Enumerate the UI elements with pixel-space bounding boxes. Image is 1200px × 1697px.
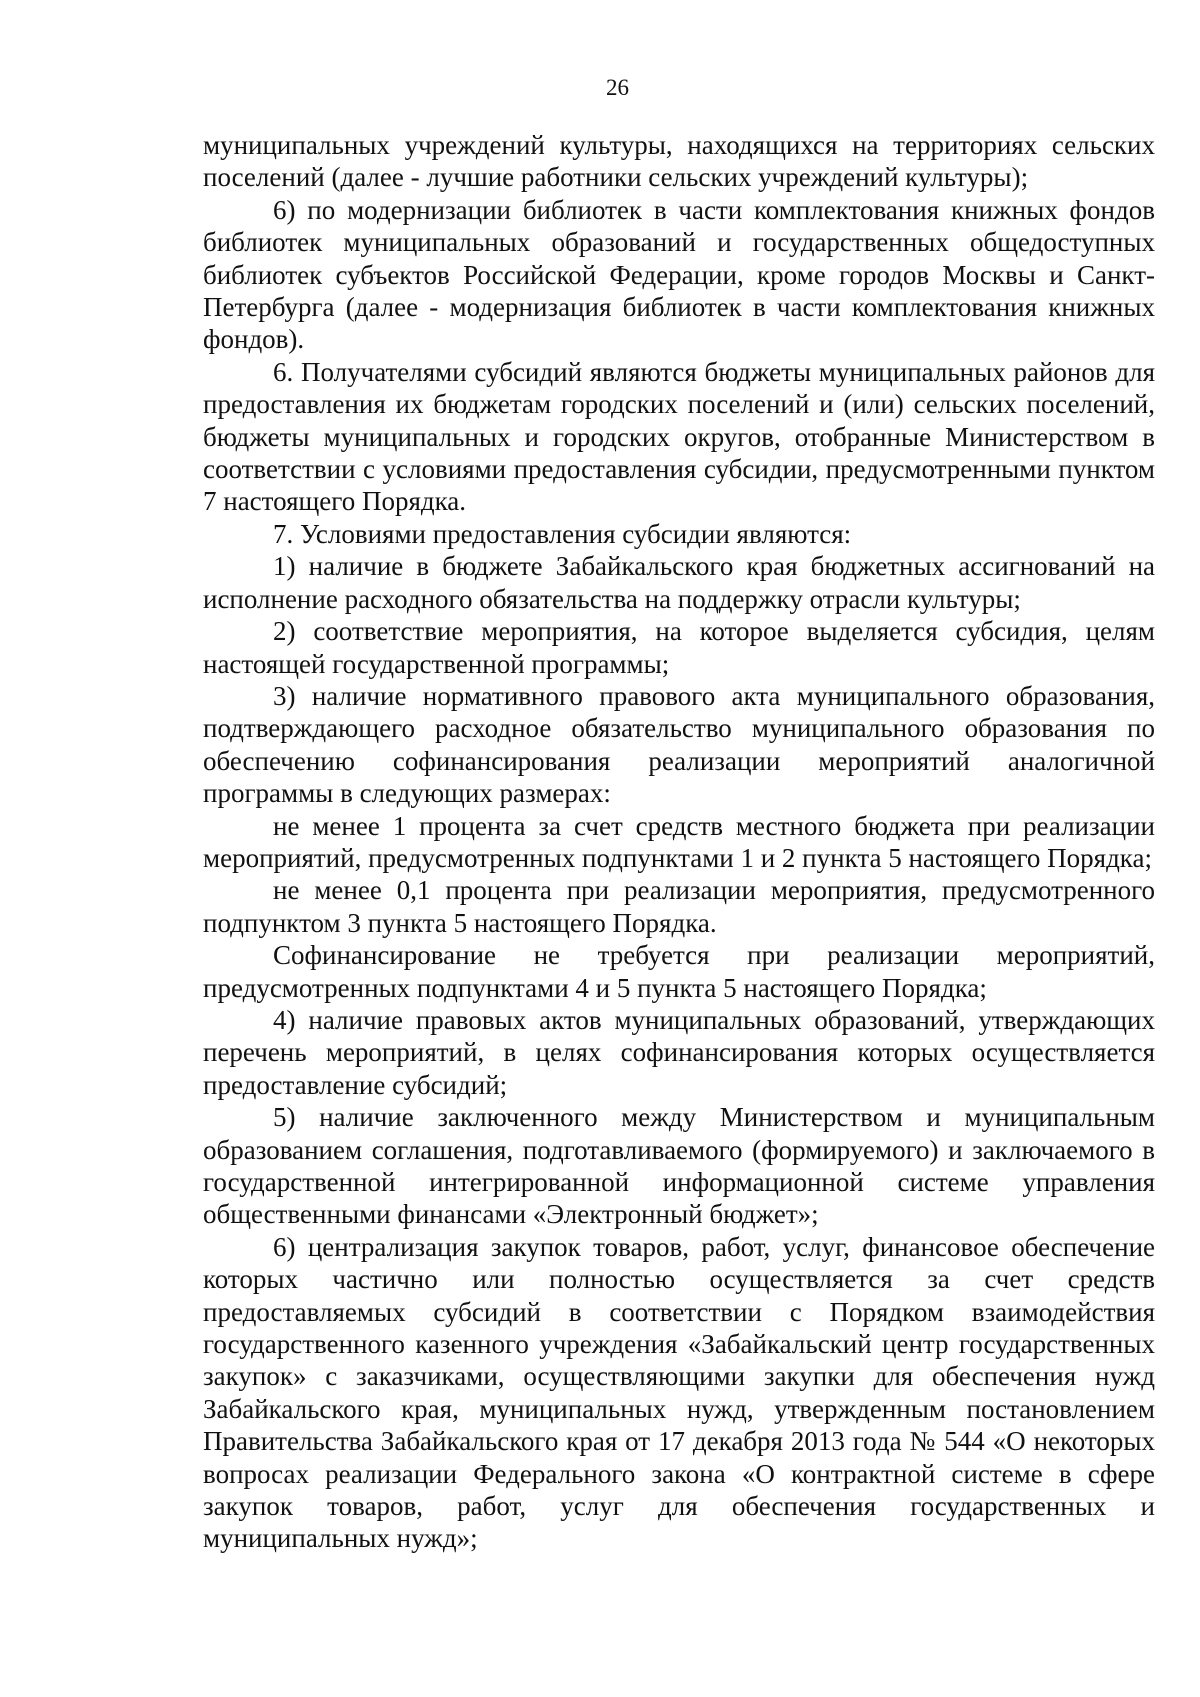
paragraph-cofinancing-not-required: Софинансирование не требуется при реализации мероприятий, предусмотренных подпунктами 4 и 5 пункта 5 настоящего Порядка; — [203, 940, 1155, 1003]
paragraph-condition-5: 5) наличие заключенного между Министерством и муниципальным образованием соглашения, подготавливаемого (формируемого) и заключаемого в государственной интегрированной информационной системе управления общественными финансами «Электронный бюджет»; — [203, 1102, 1155, 1230]
paragraph-condition-4: 4) наличие правовых актов муниципальных образований, утверждающих перечень мероприятий, в целях софинансирования которых осуществляется предоставление субсидий; — [203, 1004, 1155, 1100]
paragraph-item-6-library-modernization: 6) по модернизации библиотек в части комплектования книжных фондов библиотек муниципальных образований и государственных общедоступных библиотек субъектов Российской Федерации, кроме городов Москвы и Санкт-Петербурга (далее - модернизация библиотек в части комплектования книжных фондов). — [203, 194, 1155, 355]
paragraph-condition-1: 1) наличие в бюджете Забайкальского края бюджетных ассигнований на исполнение расходного обязательства на поддержку отрасли культуры; — [203, 551, 1155, 614]
paragraph-condition-6: 6) централизация закупок товаров, работ, услуг, финансовое обеспечение которых частично или полностью осуществляется за счет средств предоставляемых субсидий в соответствии с Порядком взаимодействия государственного казенного учреждения «Забайкальский центр государственных закупок» с заказчиками, осуществляющими закупки для обеспечения нужд Забайкальского края, муниципальных нужд, утвержденным постановлением Правительства Забайкальского края от 17 декабря 2013 года № 544 «О некоторых вопросах реализации Федерального закона «О контрактной системе в сфере закупок товаров, работ, услуг для обеспечения государственных и муниципальных нужд»; — [203, 1231, 1155, 1554]
paragraph-condition-3: 3) наличие нормативного правового акта муниципального образования, подтверждающего расходное обязательство муниципального образования по обеспечению софинансирования реализации мероприятий аналогичной программы в следующих размерах: — [203, 680, 1155, 809]
paragraph-cofinancing-0-1-percent: не менее 0,1 процента при реализации мероприятия, предусмотренного подпунктом 3 пункта 5 настоящего Порядка. — [203, 875, 1155, 938]
paragraph-section-6-recipients: 6. Получателями субсидий являются бюджеты муниципальных районов для предоставления их бюджетам городских поселений и (или) сельских поселений, бюджеты муниципальных и городских округов, отобранные Министерством в соответствии с условиями предоставления субсидии, предусмотренными пунктом 7 настоящего Порядка. — [203, 356, 1155, 517]
paragraph-cofinancing-1-percent: не менее 1 процента за счет средств местного бюджета при реализации мероприятий, предусмотренных подпунктами 1 и 2 пункта 5 настоящего Порядка; — [203, 810, 1155, 873]
document-body — [203, 129, 1155, 1555]
page-number: 26 — [606, 75, 629, 100]
paragraph-continuation: муниципальных учреждений культуры, находящихся на территориях сельских поселений (далее - лучшие работники сельских учреждений культуры); — [203, 130, 1155, 193]
paragraph-section-7-conditions: 7. Условиями предоставления субсидии являются: — [273, 518, 852, 549]
paragraph-condition-2: 2) соответствие мероприятия, на которое выделяется субсидия, целям настоящей государственной программы; — [203, 616, 1155, 679]
